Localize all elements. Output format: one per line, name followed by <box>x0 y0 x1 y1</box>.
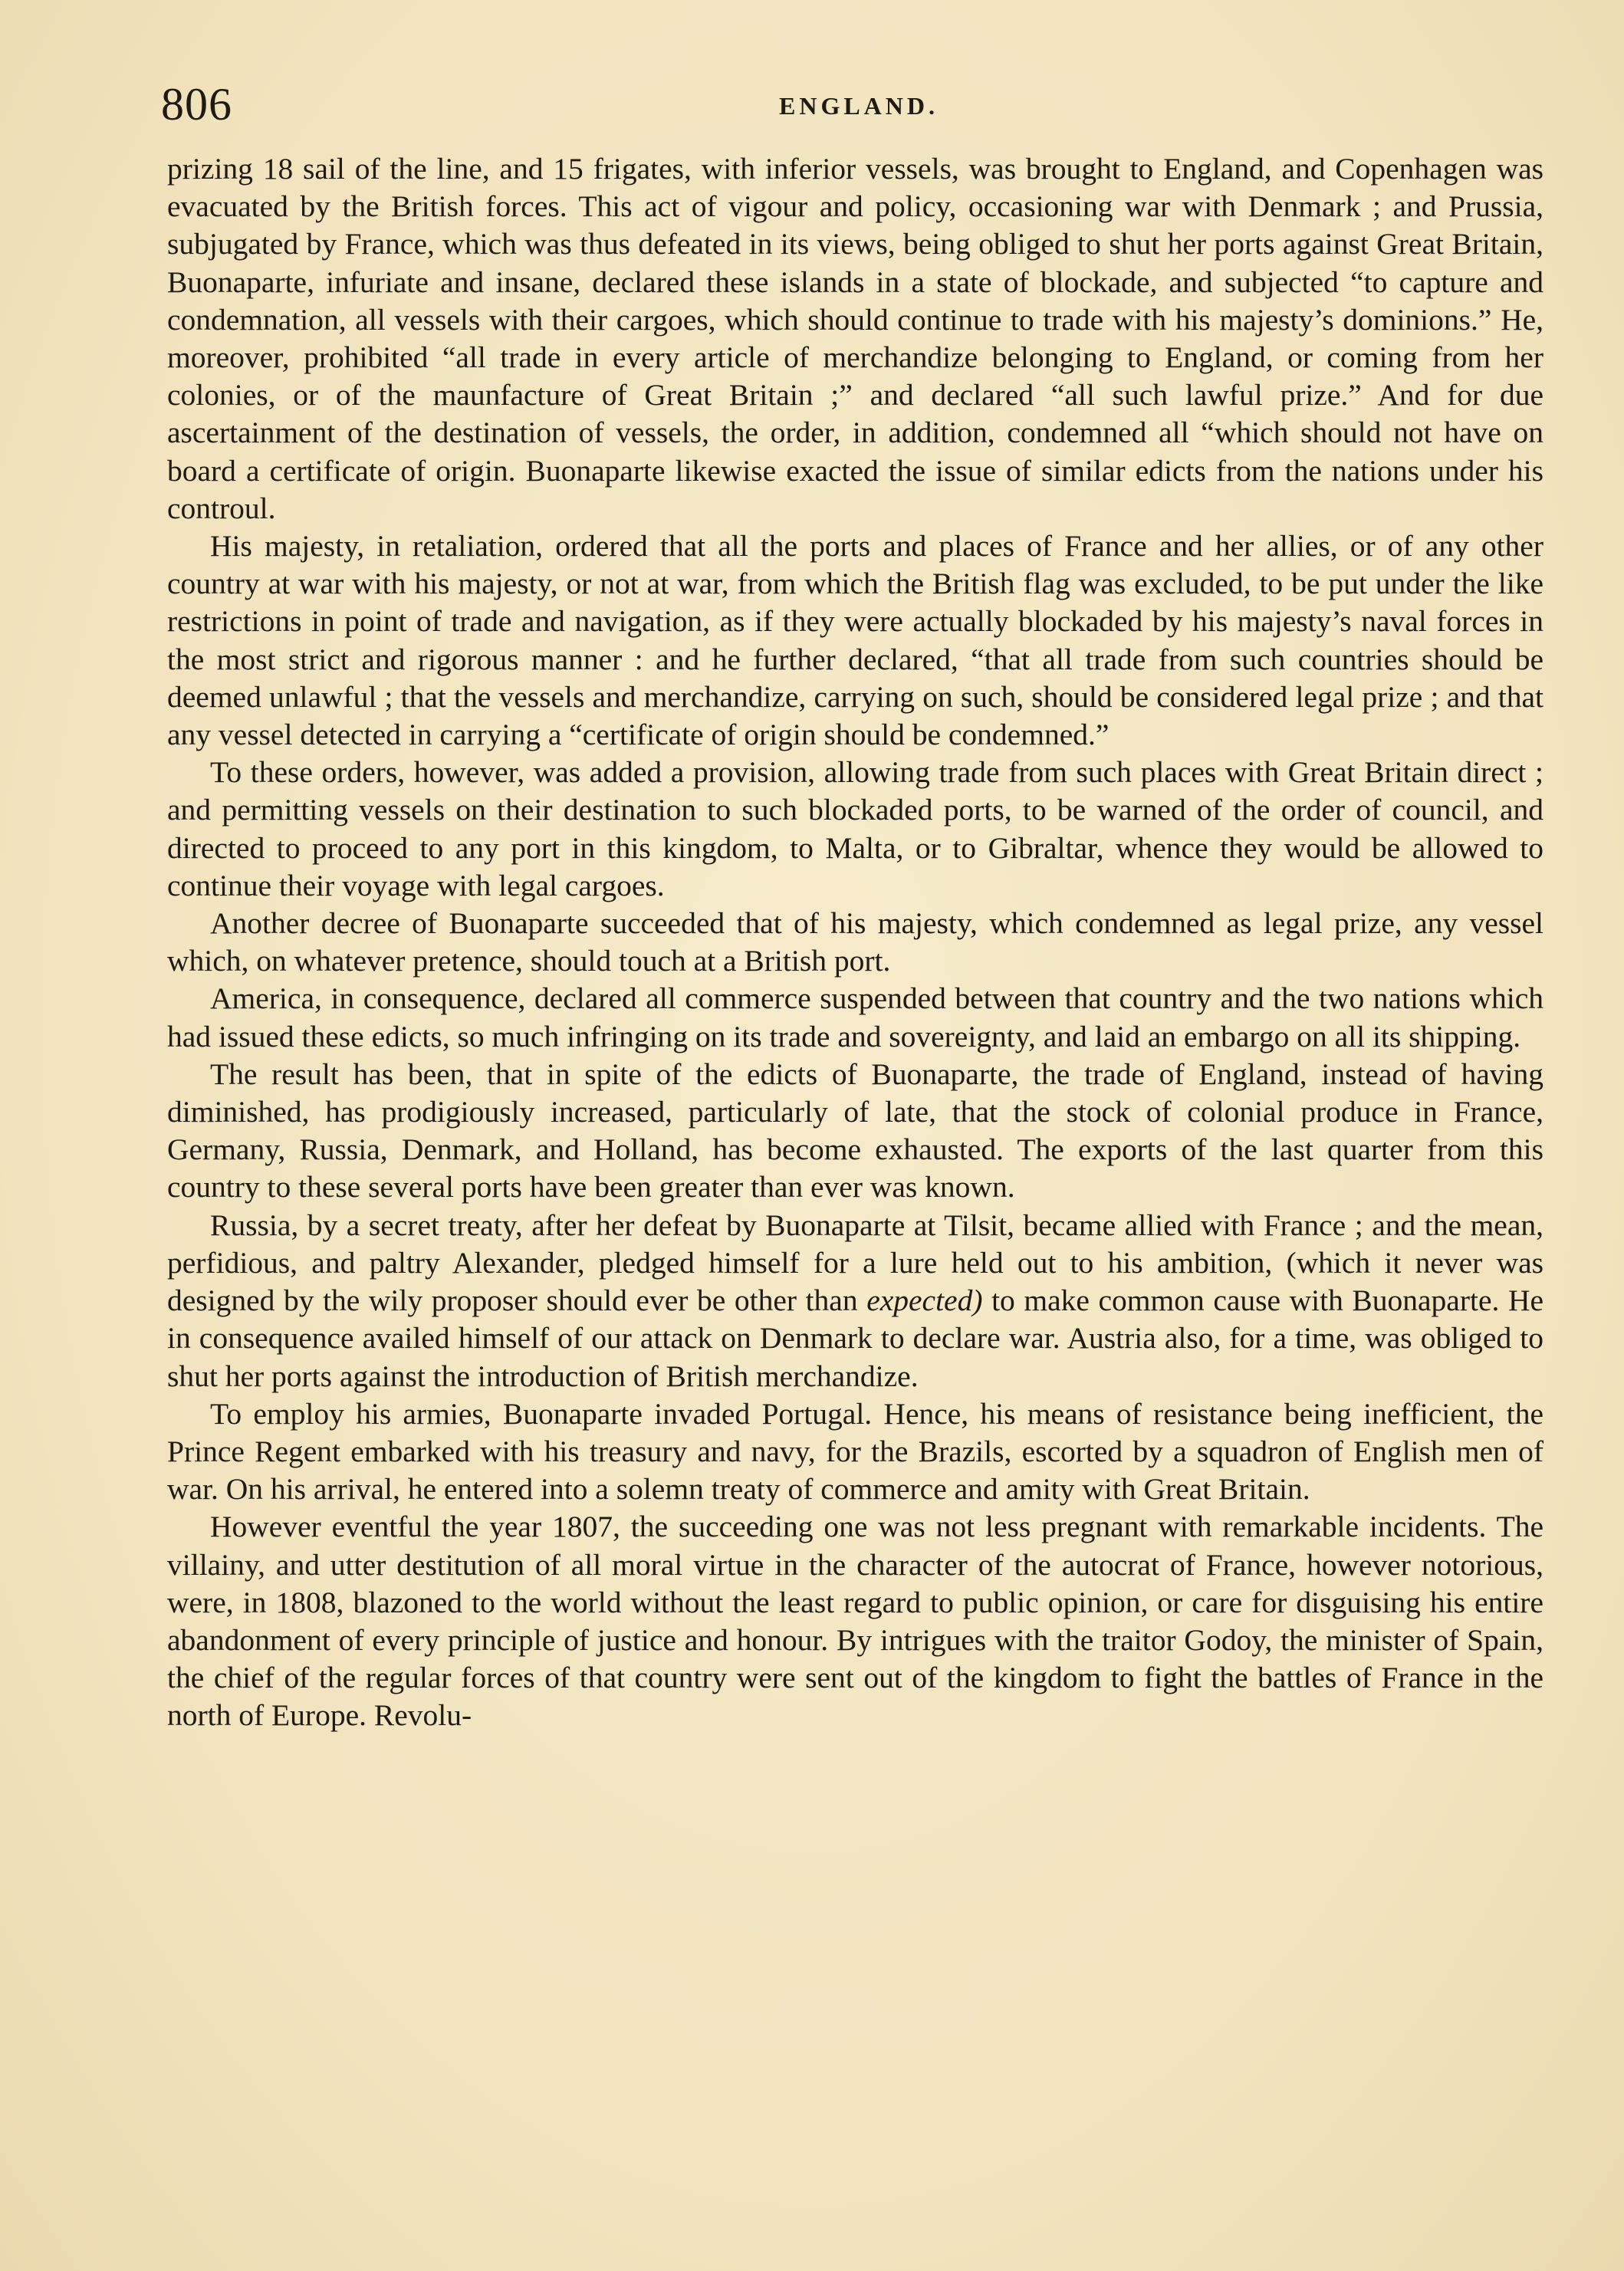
paragraph-text: His majesty, in retaliation, ordered that all the ports and places of France and her allies, or of any other country at war with his majesty, or not at war, from which the British flag was excluded, to be put under the like restrictions in point of trade and navigation, as if they were actually blockaded by his majesty’s naval forces in the most strict and rigorous manner : and he further declared, “that all trade from such countries should be deemed unlawful ; that the vessels and merchandize, carrying on such, should be considered legal prize ; and that any vessel detected in carrying a “certificate of origin should be condemned.” <box>167 529 1543 752</box>
body-text <box>167 150 1543 1735</box>
paragraph-text: Russia, by a secret treaty, after her defeat by Buonaparte at Tilsit, became allied with France ; and the mean, perfidious, and paltry Alexander, pledged himself for a lure held out to his ambition, (which it never was designed by the wily proposer should ever be other than <box>167 1208 1543 1318</box>
paragraph-7 <box>167 1207 1543 1395</box>
page-header <box>161 74 1557 135</box>
page-number: 806 <box>161 79 232 130</box>
paragraph-3 <box>167 754 1543 905</box>
paragraph-text: The result has been, that in spite of the edicts of Buonaparte, the trade of England, instead of having diminished, has prodigiously increased, particularly of late, that the stock of colonial produce in France, Germany, Russia, Denmark, and Holland, has become exhausted. The exports of the last quarter from this country to these several ports have been greater than ever was known. <box>167 1057 1543 1205</box>
paragraph-6 <box>167 1056 1543 1207</box>
paragraph-1 <box>167 150 1543 527</box>
paragraph-2 <box>167 527 1543 754</box>
paragraph-text: to make common cause with Buonaparte. He in consequence availed himself of our attack on Denmark to declare war. Austria also, for a time, was obliged to shut her ports against the introduction of British merchandize. <box>167 1283 1544 1393</box>
paragraph-4 <box>167 905 1543 980</box>
paragraph-text: America, in consequence, declared all commerce suspended between that country and the two nations which had issued these edicts, so much infringing on its trade and sovereignty, and laid an embargo on all its shipping. <box>167 981 1543 1053</box>
paragraph-text: However eventful the year 1807, the succeeding one was not less pregnant with remarkable incidents. The villainy, and utter destitution of all moral virtue in the character of the autocrat of France, however notorious, were, in 1808, blazoned to the world without the least regard to public opinion, or care for disguising his entire abandonment of every principle of justice and honour. By intrigues with the traitor Godoy, the minister of Spain, the chief of the regular forces of that country were sent out of the kingdom to fight the battles of France in the north of Europe. Revolu- <box>167 1510 1543 1733</box>
paragraph-9 <box>167 1508 1543 1734</box>
paragraph-5 <box>167 980 1543 1055</box>
paragraph-8 <box>167 1395 1543 1509</box>
italic-emphasis: expected) <box>866 1283 983 1318</box>
paragraph-text: Another decree of Buonaparte succeeded that of his majesty, which condemned as legal prize, any vessel which, on whatever pretence, should touch at a British port. <box>167 906 1543 978</box>
paragraph-text: To these orders, however, was added a provision, allowing trade from such places with Great Britain direct ; and permitting vessels on their destination to such blockaded ports, to be warned of the order of council, and directed to proceed to any port in this kingdom, to Malta, or to Gibraltar, whence they would be allowed to continue their voyage with legal cargoes. <box>167 755 1543 902</box>
running-head: ENGLAND. <box>778 92 939 120</box>
paragraph-text: prizing 18 sail of the line, and 15 frigates, with inferior vessels, was brought to England, and Copenhagen was evacuated by the British forces. This act of vigour and policy, occasioning war with Denmark ; and Prussia, subjugated by France, which was thus defeated in its views, being obliged to shut her ports against Great Britain, Buonaparte, infuriate and insane, declared these islands in a state of blockade, and subjected “to capture and condemnation, all vessels with their cargoes, which should continue to trade with his majesty’s dominions.” He, moreover, prohibited “all trade in every article of merchandize belonging to England, or coming from her colonies, or of the maunfacture of Great Britain ;” and declared “all such lawful prize.” And for due ascertainment of the destination of vessels, the order, in addition, condemned all “which should not have on board a certificate of origin. Buonaparte likewise exacted the issue of similar edicts from the nations under his controul. <box>167 152 1543 525</box>
paragraph-text: To employ his armies, Buonaparte invaded Portugal. Hence, his means of resistance being inefficient, the Prince Regent embarked with his treasury and navy, for the Brazils, escorted by a squadron of English men of war. On his arrival, he entered into a solemn treaty of commerce and amity with Great Britain. <box>167 1396 1543 1507</box>
